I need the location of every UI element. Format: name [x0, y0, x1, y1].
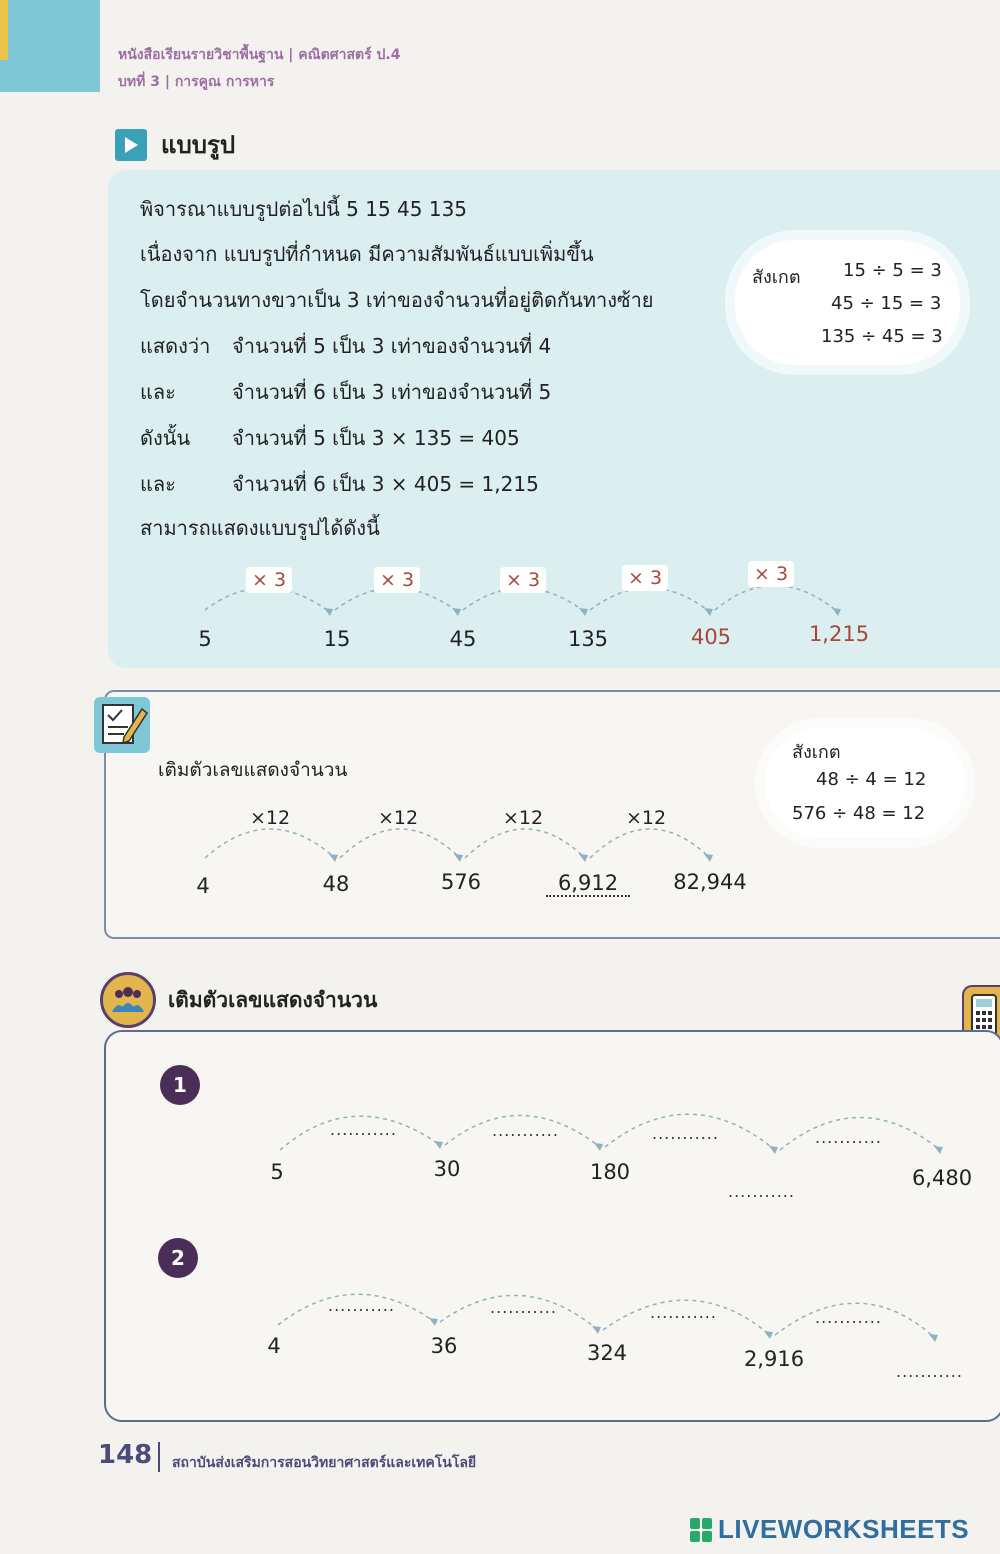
note-line: 45 ÷ 15 = 3	[831, 293, 942, 314]
answer-field[interactable]: 6,912	[546, 871, 630, 897]
multiplier-label: × 3	[246, 567, 292, 593]
sequence-value: 4	[267, 1334, 281, 1358]
multiplier-blank[interactable]: ...........	[652, 1124, 719, 1143]
multiplier-blank[interactable]: ...........	[330, 1120, 397, 1139]
note-label: สังเกต	[752, 267, 801, 288]
multiplier-blank[interactable]: ...........	[650, 1303, 717, 1322]
note-label: สังเกต	[792, 742, 841, 763]
exercise-title: เติมตัวเลขแสดงจำนวน	[168, 987, 378, 1012]
publisher-name: สถาบันส่งเสริมการสอนวิทยาศาสตร์และเทคโนโลยี	[172, 1455, 477, 1471]
brand-text: LIVEWORKSHEETS	[718, 1514, 970, 1544]
row-text: จำนวนที่ 5 เป็น 3 เท่าของจำนวนที่ 4	[232, 334, 552, 358]
footer-divider	[158, 1442, 160, 1472]
chapter-title: บทที่ 3 | การคูณ การหาร	[118, 74, 275, 90]
sequence-value: 324	[586, 1341, 628, 1365]
note-line: 15 ÷ 5 = 3	[843, 260, 942, 281]
answer-blank[interactable]: ...........	[728, 1182, 795, 1201]
sequence-value: 5	[198, 627, 212, 651]
row-label: แสดงว่า	[140, 334, 211, 358]
multiplier-blank[interactable]: ...........	[815, 1308, 882, 1327]
page-number: 148	[98, 1440, 153, 1470]
row-text: จำนวนที่ 6 เป็น 3 × 405 = 1,215	[232, 472, 539, 496]
book-title: หนังสือเรียนรายวิชาพื้นฐาน | คณิตศาสตร์ ป.4	[118, 47, 401, 63]
multiplier-blank[interactable]: ...........	[328, 1296, 395, 1315]
multiplier-blank[interactable]: ...........	[492, 1121, 559, 1140]
row-label: ดังนั้น	[140, 426, 191, 450]
multiplier-label: × 3	[748, 561, 794, 587]
sequence-value: 5	[270, 1160, 284, 1184]
multiplier-label: ×12	[503, 807, 544, 829]
multiplier-label: ×12	[626, 807, 667, 829]
multiplier-blank[interactable]: ...........	[490, 1298, 557, 1317]
pattern-line-3: โดยจำนวนทางขวาเป็น 3 เท่าของจำนวนที่อยู่ติดกันทางซ้าย	[140, 288, 654, 312]
sequence-value: 1,215	[808, 622, 870, 646]
sequence-value: 15	[323, 627, 351, 651]
pattern-line-1: พิจารณาแบบรูปต่อไปนี้ 5 15 45 135	[140, 197, 468, 221]
row-label: และ	[140, 472, 176, 496]
row-text: จำนวนที่ 6 เป็น 3 เท่าของจำนวนที่ 5	[232, 380, 552, 404]
multiplier-label: ×12	[250, 807, 291, 829]
sequence-value: 30	[433, 1157, 461, 1181]
sequence-value: 576	[440, 870, 482, 894]
note-line: 48 ÷ 4 = 12	[816, 769, 927, 790]
multiplier-blank[interactable]: ...........	[815, 1128, 882, 1147]
brand-watermark	[690, 1514, 969, 1545]
sequence-value: 45	[449, 627, 477, 651]
row-label: และ	[140, 380, 176, 404]
note-line: 576 ÷ 48 = 12	[792, 803, 926, 824]
brand-logo-icon	[690, 1518, 712, 1542]
section-title: แบบรูป	[161, 131, 236, 159]
sequence-value: 4	[196, 874, 210, 898]
sequence-value: 2,916	[743, 1347, 805, 1371]
item-number-badge: 2	[158, 1238, 198, 1278]
multiplier-label: ×12	[378, 807, 419, 829]
row-text: จำนวนที่ 5 เป็น 3 × 135 = 405	[232, 426, 520, 450]
sequence-value: 135	[567, 627, 609, 651]
multiplier-label: × 3	[500, 567, 546, 593]
practice-title: เติมตัวเลขแสดงจำนวน	[158, 759, 348, 781]
sequence-value: 82,944	[673, 870, 747, 894]
sequence-value: 405	[690, 625, 732, 649]
multiplier-label: × 3	[374, 567, 420, 593]
sequence-value: 6,480	[911, 1166, 973, 1190]
sequence-value: 180	[589, 1160, 631, 1184]
sequence-value: 36	[430, 1334, 458, 1358]
pattern-line-2: เนื่องจาก แบบรูปที่กำหนด มีความสัมพันธ์แบบเพิ่มขึ้น	[140, 242, 594, 266]
sequence-value: 48	[322, 872, 350, 896]
pattern-conclusion: สามารถแสดงแบบรูปได้ดังนี้	[140, 516, 380, 540]
note-line: 135 ÷ 45 = 3	[821, 326, 943, 347]
multiplier-label: × 3	[622, 565, 668, 591]
answer-blank[interactable]: ...........	[896, 1362, 963, 1381]
item-number-badge: 1	[160, 1065, 200, 1105]
